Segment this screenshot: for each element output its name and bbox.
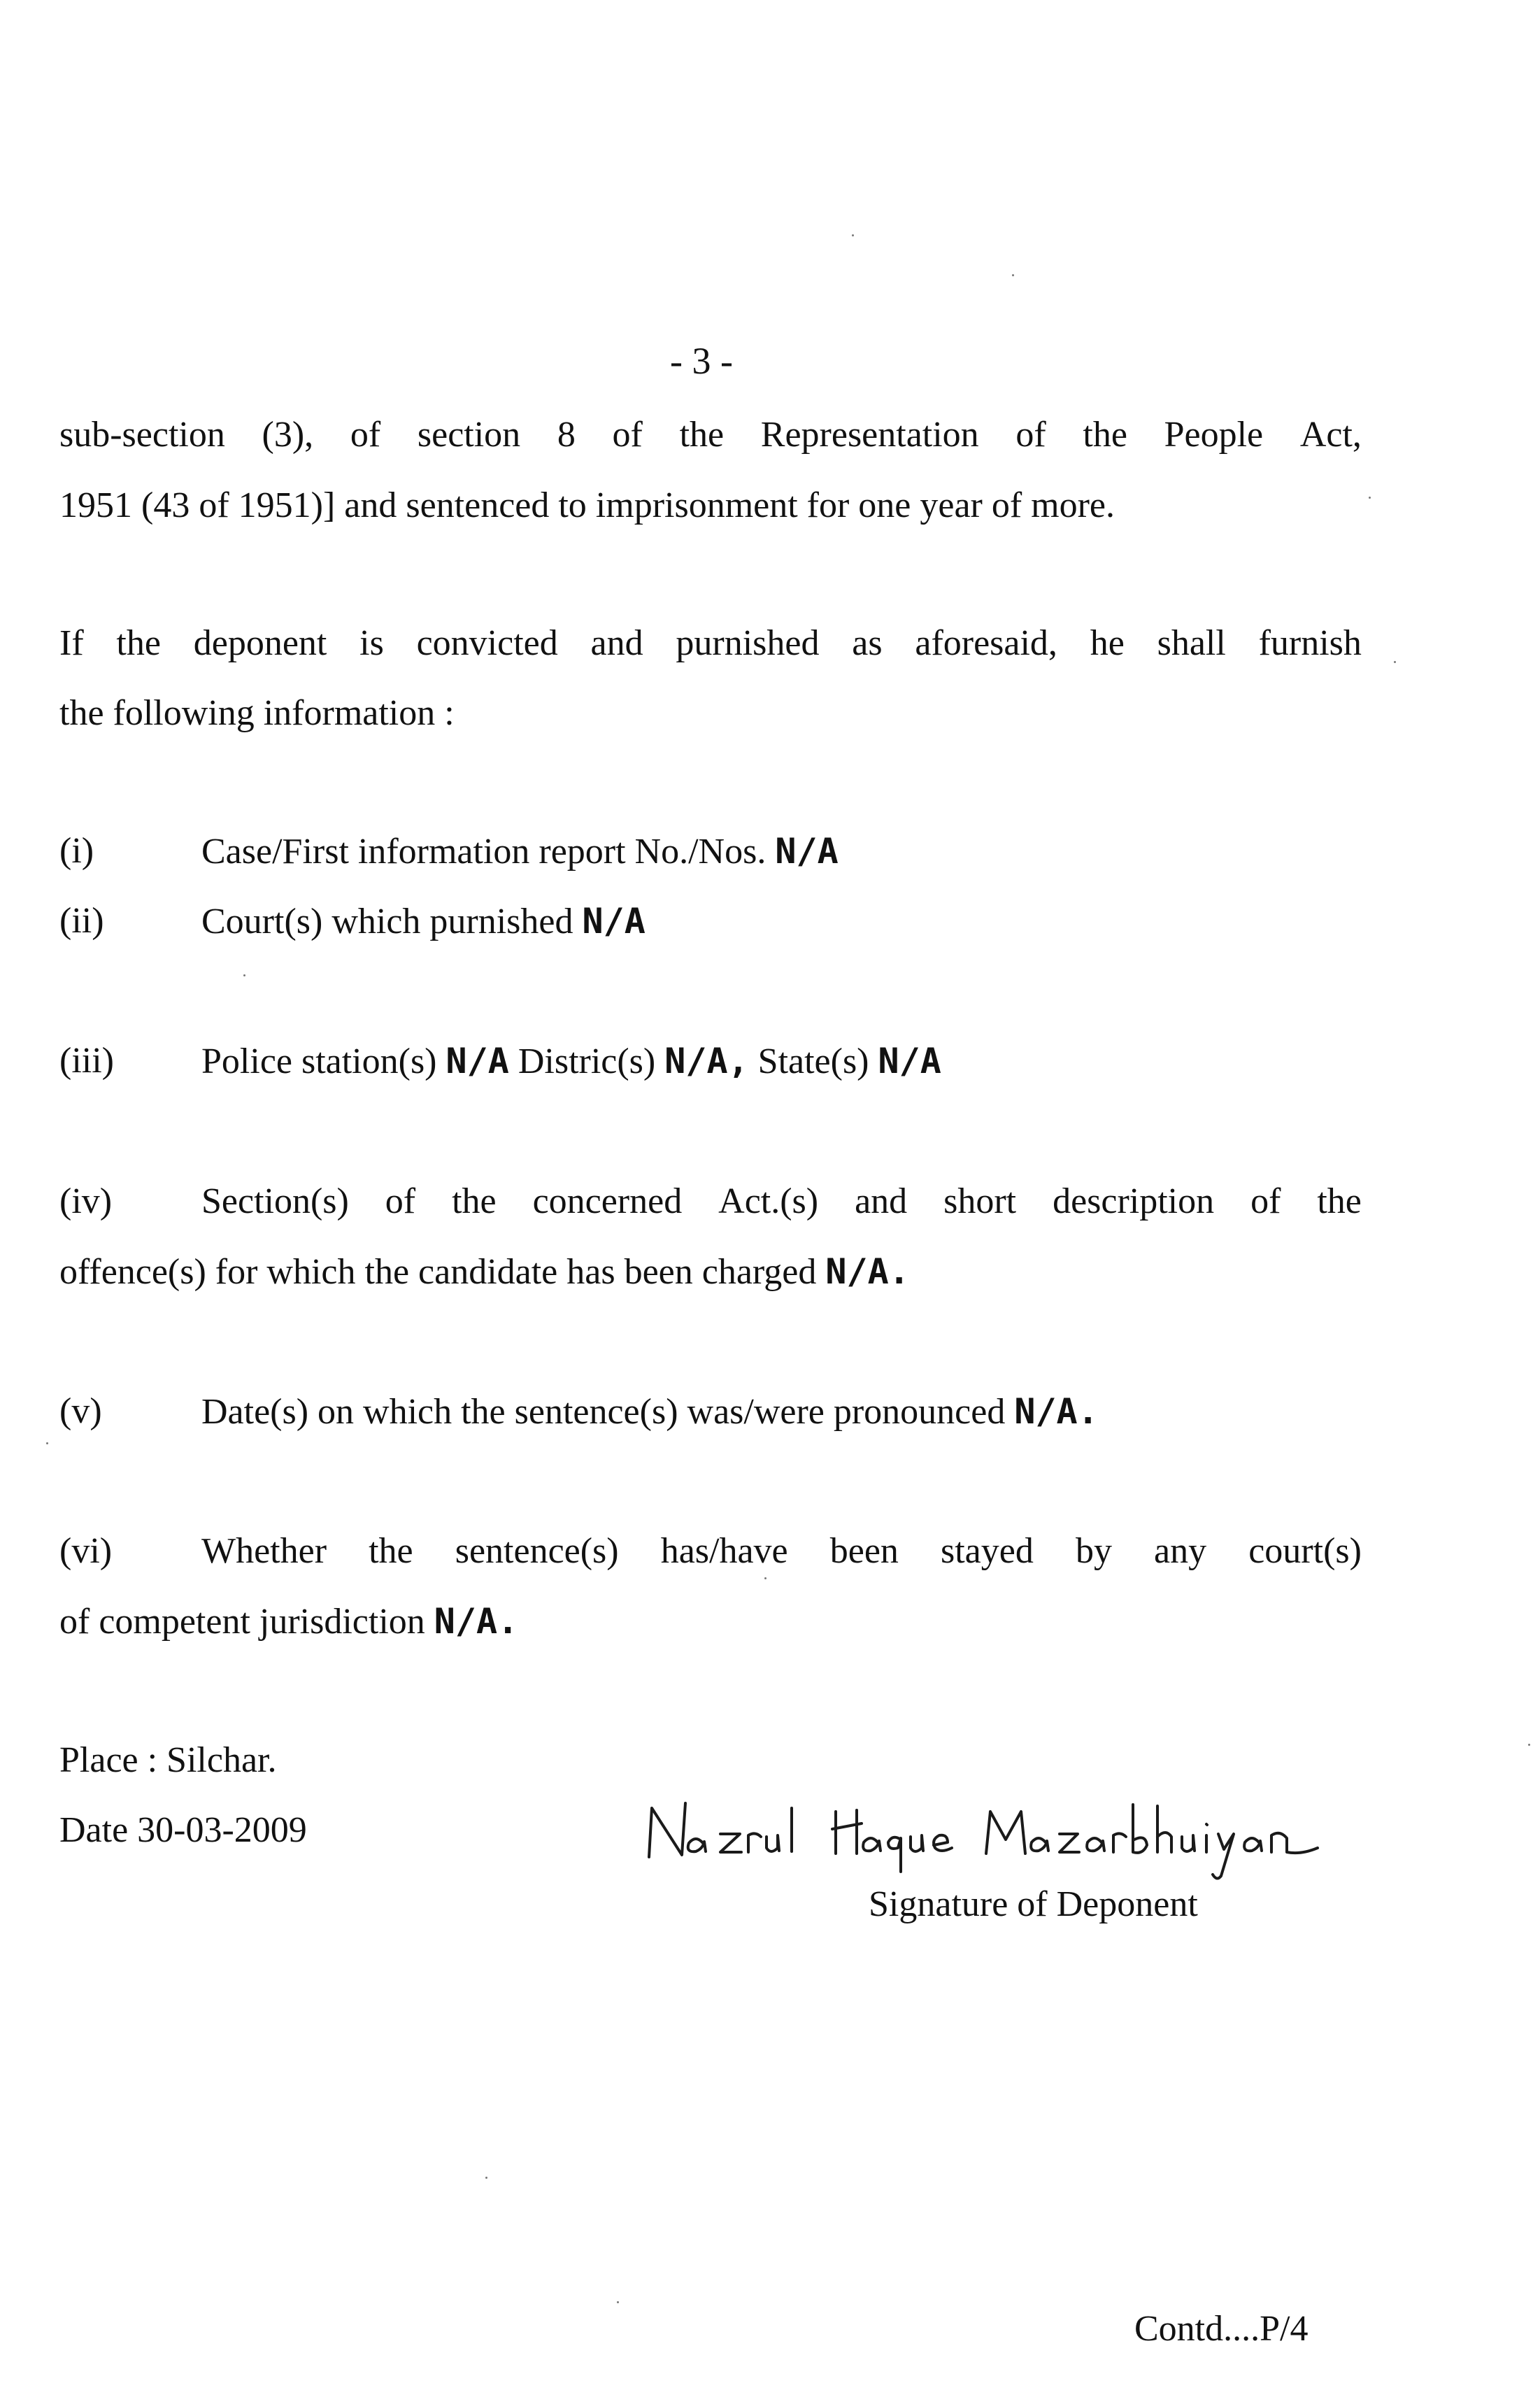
word: sub-section [59,415,225,455]
item-value: N/A. [825,1251,910,1292]
word: been [829,1531,899,1571]
item-number: (ii) [59,901,104,941]
para1-line1 [59,414,1362,456]
word: of [350,415,381,455]
district-label: Distric(s) [508,1041,665,1081]
item-value: N/A [775,831,839,872]
word: aforesaid, [915,623,1057,663]
item-value: N/A [582,901,646,941]
word: (3), [262,415,314,455]
word: People [1164,415,1264,455]
list-item-iv-line2 [59,1251,910,1293]
word: shall [1157,623,1226,663]
word: concerned [532,1181,683,1221]
word: Section(s) [201,1181,349,1221]
word: the [116,623,161,663]
scan-speck [485,2177,487,2179]
page-number: - 3 - [670,340,733,382]
item-number: (iv) [59,1181,113,1221]
scan-speck [617,2301,619,2303]
word: deponent [193,623,327,663]
word: stayed [941,1531,1034,1571]
scan-speck [1528,1744,1530,1746]
state-label: State(s) [748,1041,878,1081]
item-number: (v) [59,1391,102,1431]
word: convicted [416,623,558,663]
scan-speck [1394,661,1396,663]
item-number: (i) [59,831,94,871]
para2-line1 [59,623,1362,664]
word: the [679,415,725,455]
word: court(s) [1248,1531,1362,1571]
word: of [1015,415,1046,455]
word: Whether [201,1531,327,1571]
item-text: Date(s) on which the sentence(s) was/were pronounced [201,1392,1015,1432]
word: and [855,1181,908,1221]
signature-label: Signature of Deponent [869,1884,1198,1924]
continued-marker: Contd....P/4 [1134,2309,1309,2349]
item-text: offence(s) for which the candidate has been charged [59,1252,826,1292]
word: short [943,1181,1017,1221]
word: the [1317,1181,1362,1221]
scan-speck [852,234,854,236]
word: by [1075,1531,1112,1571]
word: Act.(s) [718,1181,819,1221]
word: any [1154,1531,1207,1571]
scan-speck [1369,497,1371,499]
word: 8 [557,415,576,455]
list-item-vi-line2 [59,1600,518,1643]
word: Act, [1299,415,1362,455]
item-value: N/A. [434,1601,519,1642]
scan-speck [764,1577,767,1579]
para1-line2: 1951 (43 of 1951)] and sentenced to imprisonment for one year of more. [59,485,1115,525]
item-text: of competent jurisdiction [59,1602,434,1642]
word: Representation [760,415,979,455]
word: as [852,623,883,663]
word: of [612,415,643,455]
word: purnished [676,623,820,663]
word: description [1053,1181,1215,1221]
word: of [385,1181,416,1221]
word: he [1090,623,1125,663]
handwritten-signature [643,1791,1539,1882]
word: furnish [1258,623,1362,663]
item-iv-line1 [201,1181,1362,1223]
scan-speck [46,1442,48,1444]
item-number: (iii) [59,1041,114,1081]
state-value: N/A [878,1041,941,1081]
word: If [59,623,84,663]
word: has/have [660,1531,788,1571]
scan-speck [1012,274,1014,276]
word: and [590,623,643,663]
word: is [359,623,384,663]
place-line: Place : Silchar. [59,1740,277,1780]
police-value: N/A [445,1041,509,1081]
item-vi-line1 [201,1530,1362,1572]
word: the [452,1181,497,1221]
word: the [1083,415,1127,455]
item-text: Court(s) which purnished [201,902,583,941]
date-line: Date 30-03-2009 [59,1810,307,1850]
word: of [1250,1181,1281,1221]
para2-line2: the following information : [59,693,455,733]
item-text: Case/First information report No./Nos. [201,832,776,872]
scan-speck [243,974,245,976]
item-number: (vi) [59,1531,113,1571]
word: sentence(s) [455,1531,619,1571]
district-value: N/A, [664,1041,749,1081]
item-value: N/A. [1014,1391,1099,1432]
word: section [417,415,521,455]
police-label: Police station(s) [201,1041,446,1081]
word: the [369,1531,413,1571]
